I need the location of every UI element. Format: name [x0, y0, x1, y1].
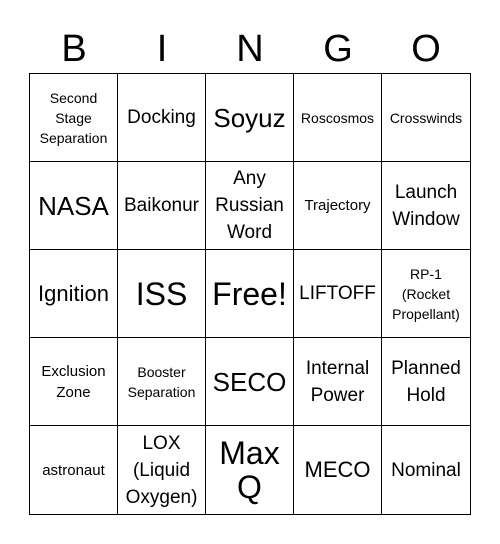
bingo-cell-r2c1[interactable]: [30, 162, 118, 250]
cell-label: Exclusion Zone: [41, 362, 106, 401]
header-letter-o: O: [411, 28, 441, 70]
cell-label: Ignition: [38, 280, 109, 306]
bingo-cell-r3c2[interactable]: [118, 250, 206, 338]
bingo-cell-r5c2[interactable]: [118, 426, 206, 514]
bingo-cell-r5c4[interactable]: [294, 426, 382, 514]
cell-label: NASA: [38, 190, 109, 221]
bingo-cell-r4c2[interactable]: [118, 338, 206, 426]
header-letter-i: I: [156, 28, 168, 70]
bingo-cell-r2c2[interactable]: [118, 162, 206, 250]
bingo-cell-r5c5[interactable]: [382, 426, 470, 514]
bingo-cell-r1c1[interactable]: [30, 74, 118, 162]
bingo-cell-r2c4[interactable]: [294, 162, 382, 250]
cell-label: astronaut: [42, 461, 105, 479]
cell-label: RP-1 (Rocket Propellant): [392, 265, 460, 322]
bingo-cell-r1c2[interactable]: [118, 74, 206, 162]
bingo-cell-r3c1[interactable]: [30, 250, 118, 338]
bingo-cell-free[interactable]: [206, 250, 294, 338]
cell-label: Roscosmos: [300, 109, 375, 126]
bingo-header: [30, 24, 470, 74]
bingo-cell-r4c4[interactable]: [294, 338, 382, 426]
bingo-cell-r4c3[interactable]: [206, 338, 294, 426]
cell-label: LIFTOFF: [299, 283, 376, 304]
cell-label: Any Russian Word: [215, 168, 284, 243]
cell-label: Max Q: [219, 435, 280, 505]
bingo-cell-r5c3[interactable]: [206, 426, 294, 514]
bingo-cell-r1c3[interactable]: [206, 74, 294, 162]
header-letter-n: N: [236, 28, 264, 70]
cell-label: Docking: [127, 107, 196, 128]
cell-label: Internal Power: [305, 357, 370, 406]
bingo-cell-r5c1[interactable]: [30, 426, 118, 514]
header-letter-b: B: [61, 28, 87, 70]
bingo-cell-r1c4[interactable]: [294, 74, 382, 162]
bingo-cell-r3c4[interactable]: [294, 250, 382, 338]
cell-label: MECO: [304, 457, 371, 482]
cell-label: Free!: [212, 275, 287, 312]
bingo-cell-r4c1[interactable]: [30, 338, 118, 426]
bingo-cell-r1c5[interactable]: [382, 74, 470, 162]
header-letter-g: G: [323, 28, 353, 70]
cell-label: SECO: [212, 366, 287, 397]
bingo-board: [29, 73, 471, 515]
bingo-cell-r2c3[interactable]: [206, 162, 294, 250]
bingo-cell-r3c5[interactable]: [382, 250, 470, 338]
cell-label: Soyuz: [213, 102, 286, 133]
cell-label: LOX (Liquid Oxygen): [125, 432, 198, 508]
cell-label: Launch Window: [392, 181, 460, 230]
bingo-cell-r4c5[interactable]: [382, 338, 470, 426]
cell-label: Crosswinds: [389, 109, 463, 126]
cell-label: Trajectory: [304, 197, 371, 214]
cell-label: Second Stage Separation: [39, 89, 108, 146]
cell-label: Nominal: [391, 459, 461, 481]
cell-label: Planned Hold: [391, 357, 461, 406]
cell-label: Booster Separation: [127, 363, 196, 400]
cell-label: Baikonur: [124, 195, 199, 216]
cell-label: ISS: [135, 275, 188, 312]
bingo-cell-r2c5[interactable]: [382, 162, 470, 250]
